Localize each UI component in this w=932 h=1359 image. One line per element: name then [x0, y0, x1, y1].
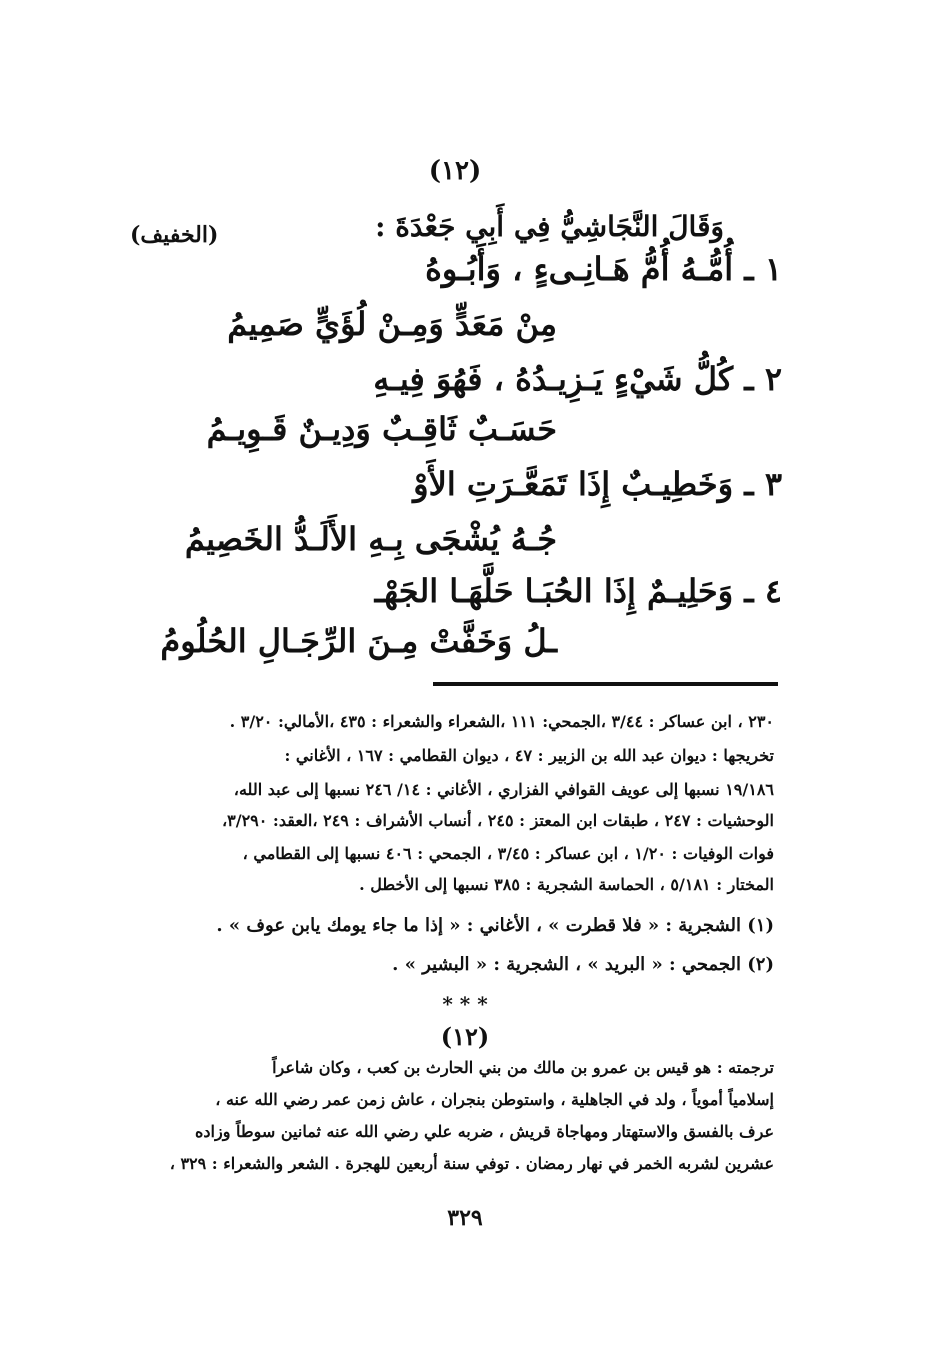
biography-line-1: ترجمته : هو قيس بن عمرو بن مالك من بني الحارث بن كعب ، وكان شاعراً	[272, 1058, 774, 1077]
section-separator: * * *	[442, 992, 488, 1016]
footnote-1: (١) الشجرية : « فلا قطرت » ، الأغاني : « إذا ما جاء يومك يابن عوف » .	[216, 915, 774, 936]
source-note-line-5: فوات الوفيات : ١/٢٠ ، ابن عساكر : ٣/٤٥ ، الجمحي : ٤٠٦ نسبها إلى القطامي ،	[242, 844, 774, 863]
source-note-line-6: المختار : ٥/١٨١ ، الحماسة الشجرية : ٣٨٥ نسبها إلى الأخطل .	[359, 875, 774, 894]
meter-label: (الخفيف)	[130, 222, 219, 248]
footnote-divider	[433, 682, 778, 686]
poem-number: (١٢)	[428, 156, 482, 186]
verse-4-second-hemistich: ـلُ وَخَفَّتْ مِـنَ الرِّجَـالِ الحُلُومُ	[160, 622, 557, 660]
source-note-line-2: تخريجها : ديوان عبد الله بن الزبير : ٤٧ ، ديوان القطامي : ١٦٧ ، الأغاني :	[284, 746, 774, 765]
verse-3-first-hemistich: ٣ ـ وَخَطِيـبٌ إِذَا تَمَعَّـرَتِ الأَوْ	[413, 465, 782, 503]
verse-2-second-hemistich: حَسَـبٌ ثَاقِـبٌ وَدِيـنٌ قَـوِيـمُ	[206, 410, 557, 448]
verse-4-first-hemistich: ٤ ـ وَحَلِيـمٌ إِذَا الحُبَـا حَلَّهَـا الجَهْـ	[374, 572, 782, 610]
page-number: ٣٢٩	[447, 1205, 483, 1231]
biography-line-3: عرف بالفسق والاستهتار ومهاجاة قريش ، ضربه علي رضي الله عنه ثمانين سوطاً وزاده	[195, 1122, 774, 1141]
footnote-2: (٢) الجمحي : « البريد » ، الشجرية : « البشير » .	[392, 954, 774, 975]
biography-line-4: عشرين لشربه الخمر في نهار رمضان . توفي سنة أربعين للهجرة . الشعر والشعراء : ٣٢٩ ،	[169, 1154, 774, 1173]
source-note-line-4: الوحشيات : ٢٤٧ ، طبقات ابن المعتز : ٢٤٥ ، أنساب الأشراف : ٢٤٩ ،العقد: ٣/٢٩٠،	[221, 811, 774, 830]
verse-3-second-hemistich: جُـهُ يُشْجَى بِـهِ الأَلَـدُّ الخَصِيمُ	[184, 520, 557, 558]
poem-intro: وَقَالَ النَّجَاشِيُّ فِي أَبِي جَعْدَةَ :	[375, 210, 724, 243]
source-note-line-3: ١٩/١٨٦ نسبها إلى عويف القوافي الفزاري ، الأغاني : ١٤/ ٢٤٦ نسبها إلى عبد الله،	[233, 780, 774, 799]
biography-line-2: إسلامياً أموياً ، ولد في الجاهلية ، واستوطن بنجران ، عاش زمن عمر رضي الله عنه ،	[215, 1090, 774, 1109]
verse-2-first-hemistich: ٢ ـ كُلُّ شَيْءٍ يَـزِيـدُهُ ، فَهُوَ فِيـهِ	[373, 360, 782, 398]
verse-1-first-hemistich: ١ ـ أُمُّـهُ أُمُّ هَـانِـىءٍ ، وَأَبُـوهُ	[425, 250, 782, 288]
verse-1-second-hemistich: مِنْ مَعَدٍّ وَمِـنْ لُؤَيٍّ صَمِيمُ	[227, 305, 557, 343]
biography-number: (١٢)	[440, 1022, 490, 1051]
source-note-line-1: ٢٣٠ ، ابن عساكر : ٣/٤٤ ،الجمحي: ١١١ ،الشعراء والشعراء : ٤٣٥ ،الأمالي: ٣/٢٠ .	[229, 712, 774, 731]
